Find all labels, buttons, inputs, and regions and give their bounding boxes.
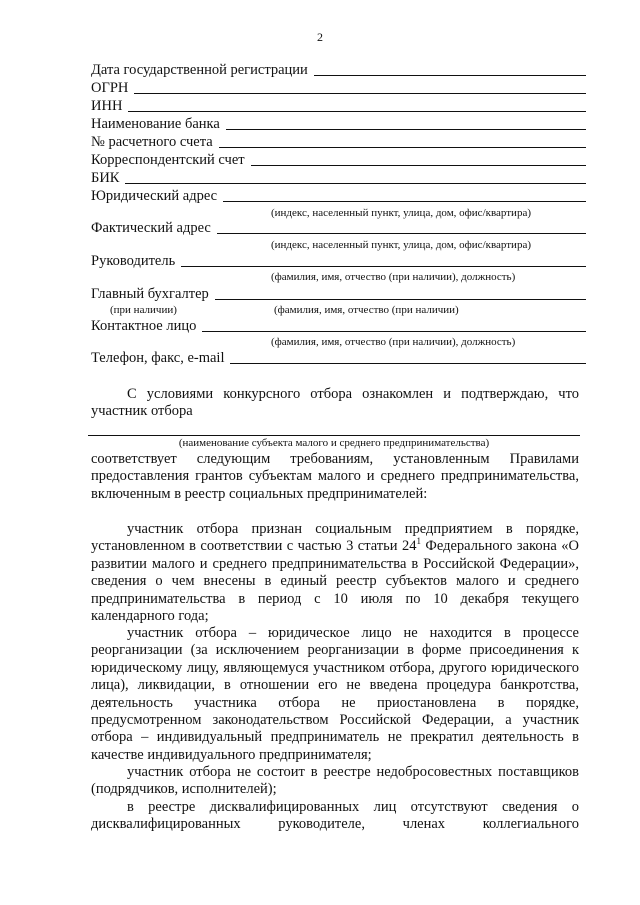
accountant-label: Главный бухгалтер [91, 286, 209, 302]
reorganization-text: участник отбора – юридическое лицо не находится в процессе реорганизации (за исключением реорганизации в форме присоединения к юридическому лицу, являющемуся участником отбора, другого юридического лица), ликвидации, в отношении его не введена процедура банкротства, деятельность участника отбора не приостановлена в порядке, предусмотренном законодательством Российской Федерации, а участник отбора – индивидуальный предприниматель не прекратил деятельность в качестве индивидуального предпринимателя; [91, 625, 579, 763]
contact-label: Контактное лицо [91, 318, 197, 334]
phone-line [230, 362, 586, 364]
legal-address-hint: (индекс, населенный пункт, улица, дом, офис/квартира) [271, 207, 531, 219]
unfair-suppliers-text: участник отбора не состоит в реестре недобросовестных поставщиков (подрядчиков, исполнителей); [91, 764, 579, 798]
accountant-if-any-hint: (при наличии) [110, 304, 177, 316]
phone-field [91, 350, 586, 367]
inn-line [128, 110, 586, 112]
ogrn-line [134, 92, 586, 94]
head-line [181, 265, 586, 267]
reorganization-paragraph [91, 625, 579, 764]
actual-address-line [217, 232, 586, 234]
page-number: 2 [317, 30, 323, 44]
actual-address-hint: (индекс, населенный пункт, улица, дом, офис/квартира) [271, 239, 531, 251]
reg-date-line [314, 74, 586, 76]
account-line [219, 146, 586, 148]
intro-participant: участник отбора [91, 403, 193, 419]
ogrn-label: ОГРН [91, 80, 129, 96]
legal-address-line [223, 200, 586, 202]
bik-line [125, 182, 586, 184]
social-enterprise-text-b: Федерального закона «О развитии малого и среднего предпринимательства в Российской Федерации», сведения о чем внесены в единый реестр субъектов малого и среднего предпринимательства в период с 10 июля по 10 декабря текущего календарного года; [91, 538, 579, 625]
phone-label: Телефон, факс, e-mail [91, 350, 225, 366]
actual-address-label: Фактический адрес [91, 220, 211, 236]
account-field [91, 134, 586, 151]
article-superscript: 1 [416, 536, 421, 547]
requirements-last: предпринимателей: [306, 485, 428, 502]
disqualified-paragraph [91, 799, 579, 834]
reg-date-field [91, 62, 586, 79]
contact-hint: (фамилия, имя, отчество (при наличии), должность) [271, 336, 516, 348]
intro-paragraph [91, 386, 579, 403]
social-enterprise-text-a: участник отбора признан социальным предприятием в порядке, установленном в соответствии с частью 3 статьи 24 [91, 521, 579, 555]
head-hint: (фамилия, имя, отчество (при наличии), должность) [271, 271, 516, 283]
inn-field [91, 98, 586, 115]
bik-label: БИК [91, 170, 120, 186]
social-enterprise-paragraph [91, 521, 579, 625]
corr-account-line [251, 164, 586, 166]
account-label: № расчетного счета [91, 134, 213, 150]
subject-name-line [88, 435, 580, 436]
ogrn-field [91, 80, 586, 97]
bank-field [91, 116, 586, 133]
bank-label: Наименование банка [91, 116, 220, 132]
head-label: Руководитель [91, 253, 176, 269]
accountant-hint: (фамилия, имя, отчество (при наличии) [274, 304, 459, 316]
bank-line [226, 128, 586, 130]
reg-date-label: Дата государственной регистрации [91, 62, 308, 78]
bik-field [91, 170, 586, 187]
contact-line [202, 330, 586, 332]
inn-label: ИНН [91, 98, 123, 114]
accountant-field [91, 286, 586, 303]
corr-account-label: Корреспондентский счет [91, 152, 245, 168]
unfair-suppliers-paragraph [91, 764, 579, 799]
contact-field [91, 318, 586, 335]
disqualified-text: в реестре дисквалифицированных лиц отсутствуют сведения о дисквалифицированных руководителе, членах коллегиального [91, 799, 579, 833]
corr-account-field [91, 152, 586, 169]
subject-name-hint: (наименование субъекта малого и среднего предпринимательства) [178, 437, 490, 449]
actual-address-field [91, 220, 586, 237]
head-field [91, 253, 586, 270]
requirements-paragraph [91, 451, 579, 503]
legal-address-label: Юридический адрес [91, 188, 218, 204]
legal-address-field [91, 188, 586, 205]
accountant-line [215, 298, 586, 300]
requirements-text: соответствует следующим требованиям, установленным Правилами предоставления грантов субъектам малого и среднего предпринимательства, включенным в реестр социальных [91, 451, 579, 502]
intro-text: С условиями конкурсного отбора ознакомлен и подтверждаю, что [127, 386, 579, 402]
